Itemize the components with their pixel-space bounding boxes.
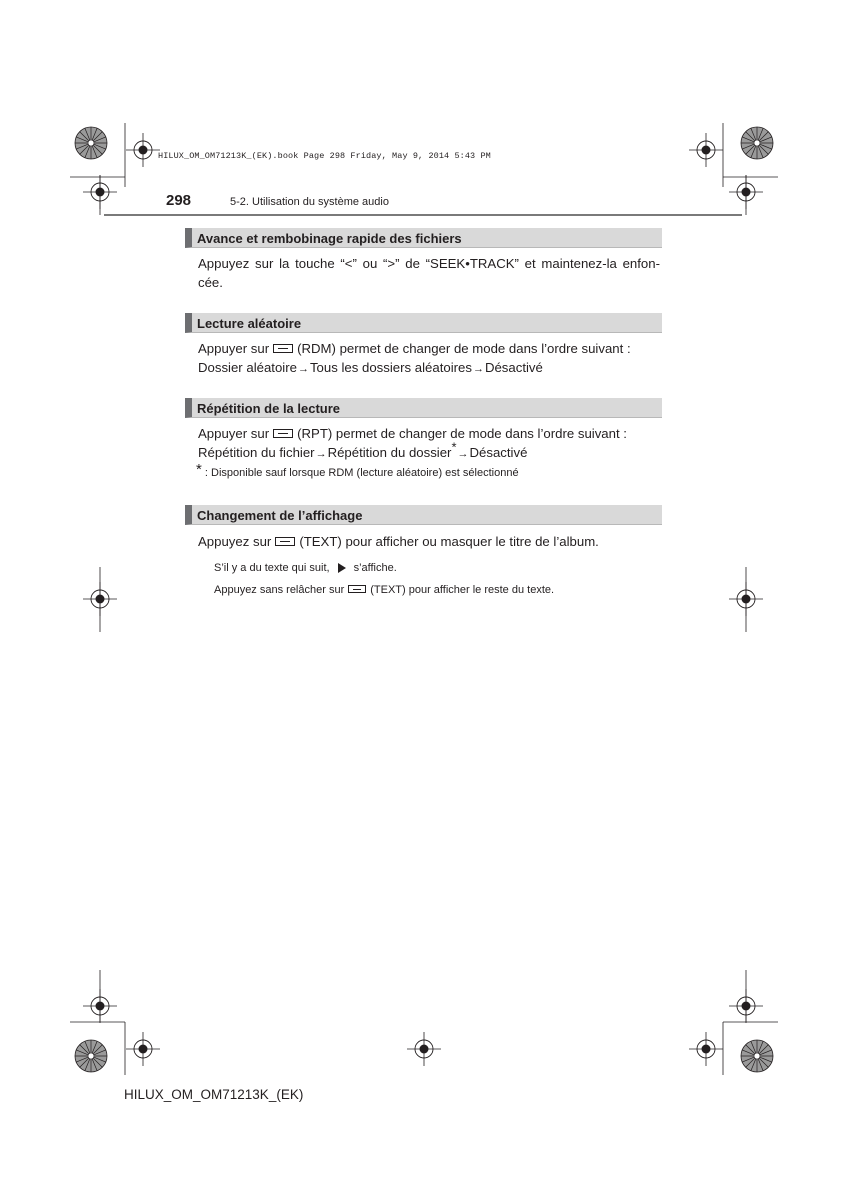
footnote-marker: * <box>451 439 457 455</box>
page-number: 298 <box>166 192 192 209</box>
arrow-icon: → <box>297 363 309 375</box>
section-heading-text: Lecture aléatoire <box>197 316 302 331</box>
paragraph-fast-forward: Appuyez sur la touche “<” ou “>” de “SEEK•TRACK” et maintenez-la enfon-cée. <box>198 256 660 290</box>
note-hold-button: Appuyez sans relâcher sur (TEXT) pour afficher le reste du texte. <box>214 584 555 596</box>
footnote-asterisk: * <box>196 461 202 478</box>
section-heading-random <box>185 313 662 333</box>
paragraph-line: Appuyer sur (RPT) permet de changer de mode dans l’ordre suivant : <box>198 426 627 441</box>
section-heading-repeat <box>185 398 662 418</box>
manual-code: HILUX_OM_OM71213K_(EK) <box>124 1087 304 1102</box>
section-heading-text: Changement de l’affichage <box>197 508 363 523</box>
mode-sequence: Répétition du fichier→Répétition du dossier*→Désactivé <box>198 439 528 460</box>
mode-sequence: Dossier aléatoire→Tous les dossiers aléatoires→Désactivé <box>198 360 543 375</box>
chapter-section-title: 5-2. Utilisation du système audio <box>230 196 389 208</box>
paragraph-line: Appuyer sur (RDM) permet de changer de mode dans l’ordre suivant : <box>198 341 631 356</box>
rpt-button-icon <box>273 429 293 438</box>
paragraph-display: Appuyez sur (TEXT) pour afficher ou masquer le titre de l’album. <box>198 534 599 549</box>
paragraph-repeat <box>198 424 668 464</box>
header-rule <box>104 214 742 216</box>
section-heading-display <box>185 505 662 525</box>
footnote: * : Disponible sauf lorsque RDM (lecture aléatoire) est sélectionné <box>196 461 519 479</box>
rdm-button-icon <box>273 344 293 353</box>
play-arrow-icon <box>338 563 346 573</box>
text-button-icon <box>275 537 295 546</box>
arrow-icon: → <box>457 448 469 460</box>
section-heading-text: Avance et rembobinage rapide des fichiers <box>197 231 462 246</box>
print-slug: HILUX_OM_OM71213K_(EK).book Page 298 Friday, May 9, 2014 5:43 PM <box>158 151 491 161</box>
arrow-icon: → <box>472 363 484 375</box>
section-heading-fast-forward <box>185 228 662 248</box>
arrow-icon: → <box>315 448 327 460</box>
text-button-icon <box>348 585 366 593</box>
section-heading-text: Répétition de la lecture <box>197 401 341 416</box>
note-following-text: S’il y a du texte qui suit, s’affiche. <box>214 562 397 574</box>
paragraph-random <box>198 339 668 379</box>
